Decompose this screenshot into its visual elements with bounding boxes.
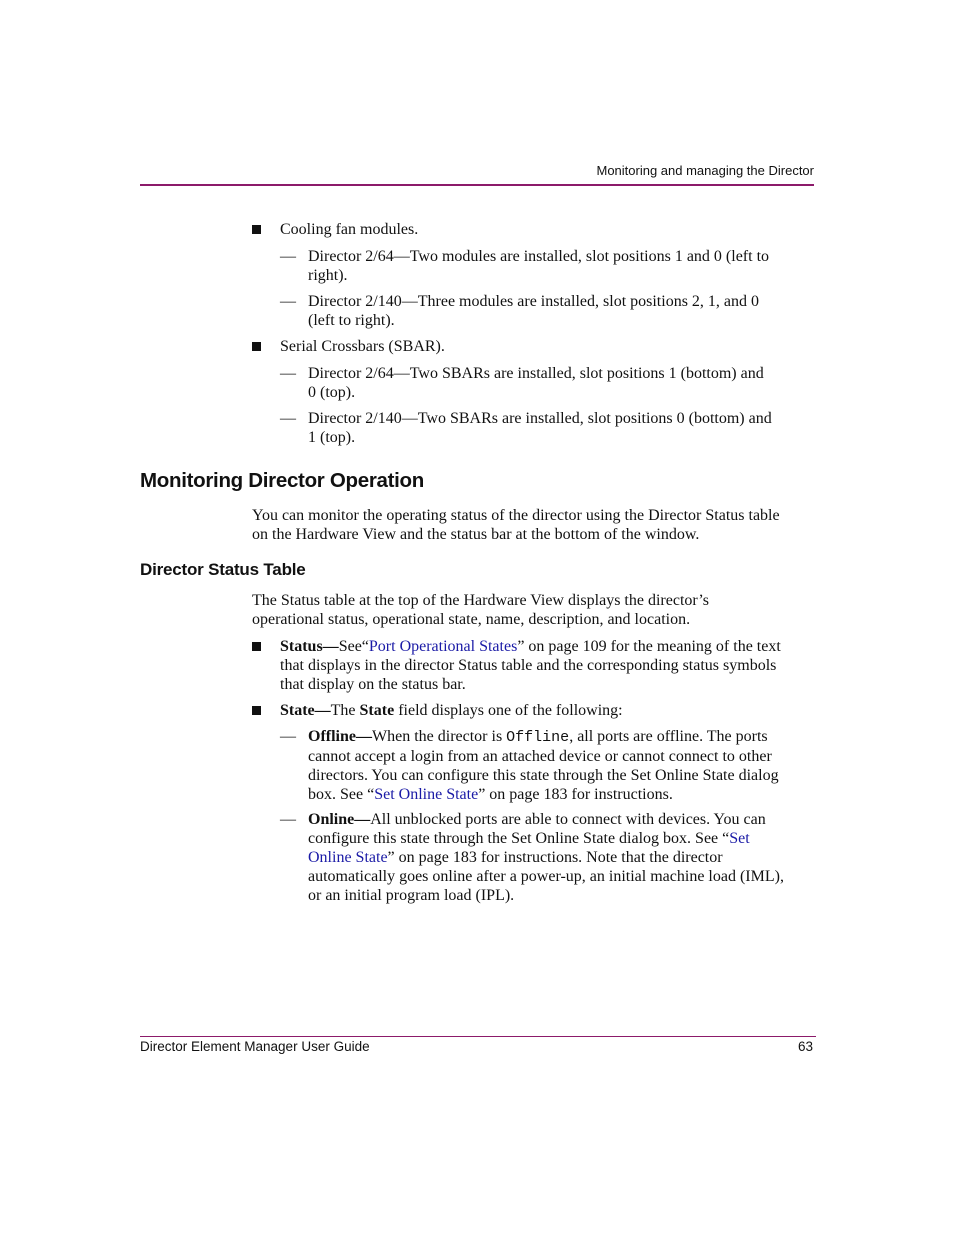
em-dash-marker: — [280, 811, 296, 828]
em-dash-marker: — [280, 248, 296, 265]
text-run: See“ [338, 638, 369, 655]
text-line [308, 848, 820, 867]
text-run: field displays one of the following: [394, 702, 623, 719]
list-item-state [280, 701, 623, 720]
text-line: that displays in the director Status table and the corresponding status symbols [280, 657, 777, 674]
text-run: When the director is [372, 728, 507, 745]
section-heading: Monitoring Director Operation [140, 469, 424, 492]
text-line [308, 727, 820, 747]
code-offline: Offline [506, 729, 570, 746]
term-offline: Offline— [308, 728, 372, 745]
em-dash-marker: — [280, 728, 296, 745]
sublist-item-online [308, 810, 820, 905]
text-run: ” on page 183 for instructions. [478, 786, 673, 803]
link-set-online-state[interactable]: Set [729, 830, 750, 847]
sublist-item [308, 409, 772, 447]
bullet-square [252, 225, 261, 234]
sublist-item [308, 364, 764, 402]
text-run: The [330, 702, 360, 719]
link-port-operational-states[interactable]: Port Operational States [368, 638, 518, 655]
sublist-item [308, 247, 769, 285]
list-item-cooling: Cooling fan modules. [280, 221, 419, 238]
field-name: State [359, 702, 395, 719]
term-state: State— [280, 702, 331, 719]
text-line: 1 (top). [308, 429, 356, 446]
bullet-square [252, 642, 261, 651]
sublist-item [308, 292, 759, 330]
text-line: (left to right). [308, 312, 395, 329]
text-line: Director 2/140—Three modules are installed, slot positions 2, 1, and 0 [308, 293, 760, 310]
text-line: automatically goes online after a power-up, an initial machine load (IML), [308, 868, 784, 885]
link-set-online-state[interactable]: Set Online State [374, 786, 479, 803]
term-online: Online— [308, 811, 371, 828]
text-line [308, 785, 820, 804]
text-line: that display on the status bar. [280, 676, 466, 693]
text-line [308, 810, 820, 829]
term-status: Status— [280, 638, 339, 655]
text-line: on the Hardware View and the status bar at the bottom of the window. [252, 526, 700, 543]
em-dash-marker: — [280, 293, 296, 310]
text-run: configure this state through the Set Online State dialog box. See “ [308, 830, 730, 847]
sublist-item-offline [308, 727, 820, 804]
footer-title: Director Element Manager User Guide [140, 1039, 370, 1054]
text-line [280, 637, 820, 656]
header-rule [140, 184, 814, 186]
text-run: box. See “ [308, 786, 375, 803]
text-line: The Status table at the top of the Hardware View displays the director’s [252, 592, 709, 609]
bullet-square [252, 342, 261, 351]
text-line: operational status, operational state, name, description, and location. [252, 611, 691, 628]
text-line: directors. You can configure this state through the Set Online State dialog [308, 767, 779, 784]
section-intro [252, 506, 780, 544]
text-line: or an initial program load (IPL). [308, 887, 515, 904]
footer-rule [140, 1036, 816, 1037]
em-dash-marker: — [280, 410, 296, 427]
link-set-online-state[interactable]: Online State [308, 849, 388, 866]
subsection-heading: Director Status Table [140, 560, 306, 579]
subsection-intro [252, 591, 709, 629]
text-run: ” on page 183 for instructions. Note that the director [387, 849, 723, 866]
text-run: All unblocked ports are able to connect with devices. You can [370, 811, 766, 828]
text-run: ” on page 109 for the meaning of the text [517, 638, 781, 655]
page-number: 63 [797, 1039, 813, 1054]
text-run: , all ports are offline. The ports [569, 728, 768, 745]
bullet-square [252, 706, 261, 715]
text-line: cannot accept a login from an attached device or cannot connect to other [308, 748, 772, 765]
list-item-status [280, 637, 820, 694]
running-header: Monitoring and managing the Director [596, 163, 814, 178]
text-line: Director 2/64—Two modules are installed, slot positions 1 and 0 (left to [308, 248, 770, 265]
em-dash-marker: — [280, 365, 296, 382]
list-item-sbar: Serial Crossbars (SBAR). [280, 338, 445, 355]
text-line [308, 829, 820, 848]
text-line: You can monitor the operating status of the director using the Director Status table [252, 507, 780, 524]
text-line: Director 2/64—Two SBARs are installed, slot positions 1 (bottom) and [308, 365, 764, 382]
text-line: 0 (top). [308, 384, 356, 401]
text-line: Director 2/140—Two SBARs are installed, slot positions 0 (bottom) and [308, 410, 772, 427]
text-line: right). [308, 267, 348, 284]
